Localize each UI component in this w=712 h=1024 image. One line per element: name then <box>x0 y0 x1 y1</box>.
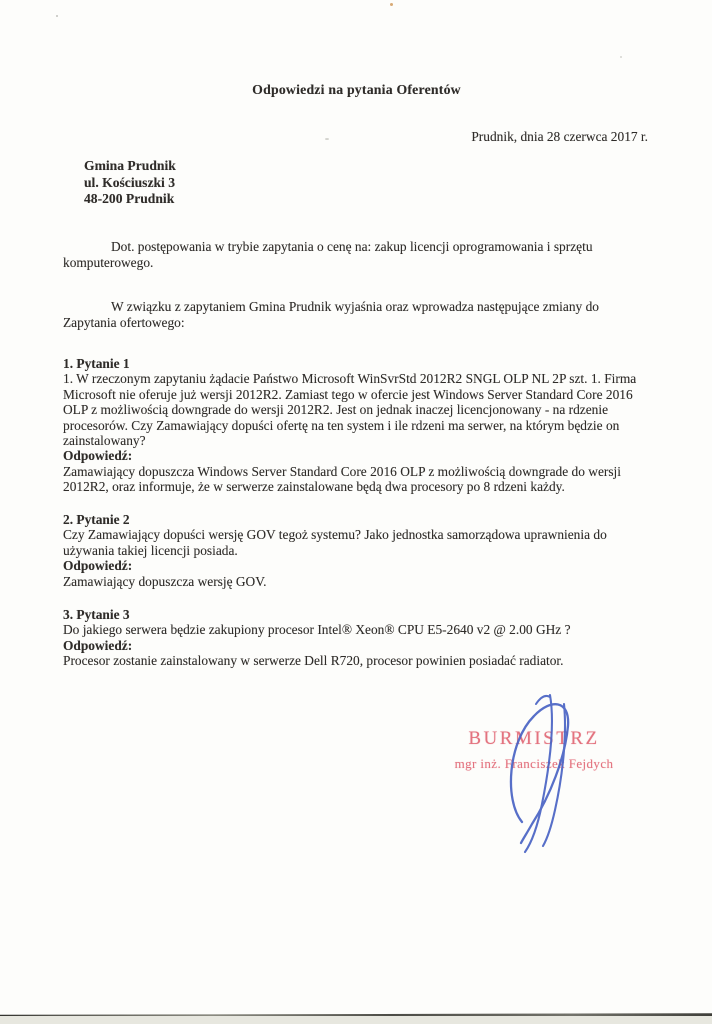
answer-label: Odpowiedź: <box>63 637 133 653</box>
qa-section-3 <box>63 607 652 669</box>
answer-text: Procesor zostanie zainstalowany w serwerze Dell R720, procesor powinien posiadać radiator. <box>63 653 564 669</box>
answer-text: Zamawiający dopuszcza wersję GOV. <box>63 573 267 589</box>
question-text: 1. W rzeczonym zapytaniu żądacie Państwo Microsoft WinSvrStd 2012R2 SNGL OLP NL 2P szt. 1. Firma Microsoft nie oferuje już wersji 2012R2. Zamiast tego w ofercie jest Windows Server Standard Core 2016 OLP z możliwością downgrade do wersji 2012R2. Jest on jednak inaczej licencjonowany - na rdzenie procesorów. Czy Zamawiający dopuści ofertę na ten system i ile rdzeni ma serwer, na którym będzie on zainstalowany? <box>63 371 637 449</box>
subject-paragraph: Dot. postępowania w trybie zapytania o cenę na: zakup licencji oprogramowania i sprzętu komputerowego. <box>63 239 593 270</box>
handwritten-signature <box>494 692 594 854</box>
sender-city: 48-200 Prudnik <box>84 191 175 206</box>
dateline: Prudnik, dnia 28 czerwca 2017 r. <box>471 129 648 144</box>
sender-name: Gmina Prudnik <box>84 158 176 173</box>
question-heading: 3. Pytanie 3 <box>63 607 130 622</box>
question-heading: 1. Pytanie 1 <box>63 356 130 371</box>
document-title: Odpowiedzi na pytania Oferentów <box>252 82 461 97</box>
intro-paragraph: W związku z zapytaniem Gmina Prudnik wyjaśnia oraz wprowadza następujące zmiany do Zapytania ofertowego: <box>63 299 599 330</box>
scan-speck <box>325 138 329 140</box>
scan-speck <box>620 56 622 58</box>
stamp-title: BURMISTRZ <box>468 728 600 749</box>
question-text: Do jakiego serwera będzie zakupiony procesor Intel® Xeon® CPU E5-2640 v2 @ 2.00 GHz ? <box>63 622 571 638</box>
qa-section-2 <box>63 512 652 589</box>
answer-label: Odpowiedź: <box>63 558 133 574</box>
scan-bottom-edge-strip <box>0 1016 712 1024</box>
question-text: Czy Zamawiający dopuści wersję GOV tegoż systemu? Jako jednostka samorządowa uprawnienia do używania takiej licencji posiada. <box>63 527 607 558</box>
answer-label: Odpowiedź: <box>63 448 133 464</box>
scan-speck <box>390 3 393 6</box>
answer-text: Zamawiający dopuszcza Windows Server Standard Core 2016 OLP z możliwością downgrade do wersji 2012R2, oraz informuje, że w serwerze zainstalowane będą dwa procesory po 8 rdzeni każdy. <box>63 463 621 495</box>
sender-block <box>84 158 176 208</box>
stamp-signatory-name: mgr inż. Franciszek Fejdych <box>454 756 614 771</box>
scan-speck <box>56 15 58 17</box>
sender-street: ul. Kościuszki 3 <box>84 174 176 190</box>
question-heading: 2. Pytanie 2 <box>63 512 130 527</box>
qa-section-1 <box>63 356 652 495</box>
